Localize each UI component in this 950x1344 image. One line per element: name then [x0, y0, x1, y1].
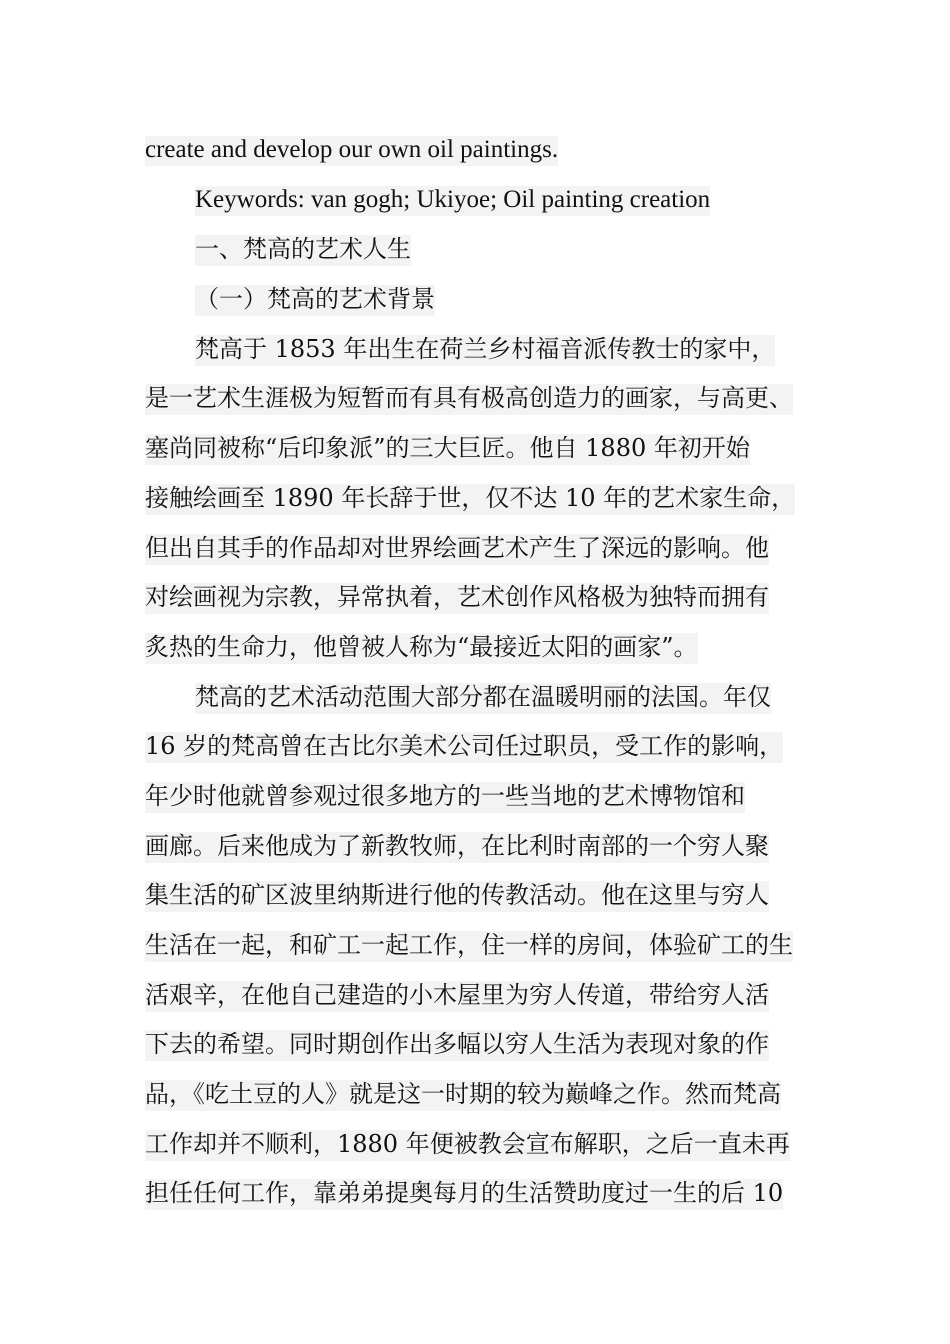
text-line: 塞尚同被称“后印象派”的三大巨匠。他自 1880 年初开始: [145, 426, 845, 476]
subsection-heading: （一）梵高的艺术背景: [145, 277, 845, 327]
text-line: 梵高的艺术活动范围大部分都在温暖明丽的法国。年仅: [145, 675, 845, 725]
body-text: [145, 128, 845, 1221]
text-line: create and develop our own oil paintings.: [145, 128, 845, 178]
text-line: 16 岁的梵高曾在古比尔美术公司任过职员，受工作的影响，: [145, 724, 845, 774]
text-line: 下去的希望。同时期创作出多幅以穷人生活为表现对象的作: [145, 1022, 845, 1072]
text-line: 是一艺术生涯极为短暂而有具有极高创造力的画家，与高更、: [145, 376, 845, 426]
text-line: 活艰辛，在他自己建造的小木屋里为穷人传道，带给穷人活: [145, 973, 845, 1023]
text-line: 担任任何工作，靠弟弟提奥每月的生活赞助度过一生的后 10: [145, 1171, 845, 1221]
text-line: 画廊。后来他成为了新教牧师，在比利时南部的一个穷人聚: [145, 824, 845, 874]
text-line: 品，《吃土豆的人》就是这一时期的较为巅峰之作。然而梵高: [145, 1072, 845, 1122]
section-heading: 一、梵高的艺术人生: [145, 227, 845, 277]
text-line: 集生活的矿区波里纳斯进行他的传教活动。他在这里与穷人: [145, 873, 845, 923]
text-line: 对绘画视为宗教，异常执着，艺术创作风格极为独特而拥有: [145, 575, 845, 625]
text-line: 工作却并不顺利，1880 年便被教会宣布解职，之后一直未再: [145, 1122, 845, 1172]
text-line: 生活在一起，和矿工一起工作，住一样的房间，体验矿工的生: [145, 923, 845, 973]
text-line: 接触绘画至 1890 年长辞于世，仅不达 10 年的艺术家生命，: [145, 476, 845, 526]
text-line: 梵高于 1853 年出生在荷兰乡村福音派传教士的家中，: [145, 327, 845, 377]
keywords-line: Keywords: van gogh; Ukiyoe; Oil painting creation: [145, 178, 845, 228]
text-line: 年少时他就曾参观过很多地方的一些当地的艺术博物馆和: [145, 774, 845, 824]
text-line: 但出自其手的作品却对世界绘画艺术产生了深远的影响。他: [145, 526, 845, 576]
text-line: 炙热的生命力，他曾被人称为“最接近太阳的画家”。: [145, 625, 845, 675]
